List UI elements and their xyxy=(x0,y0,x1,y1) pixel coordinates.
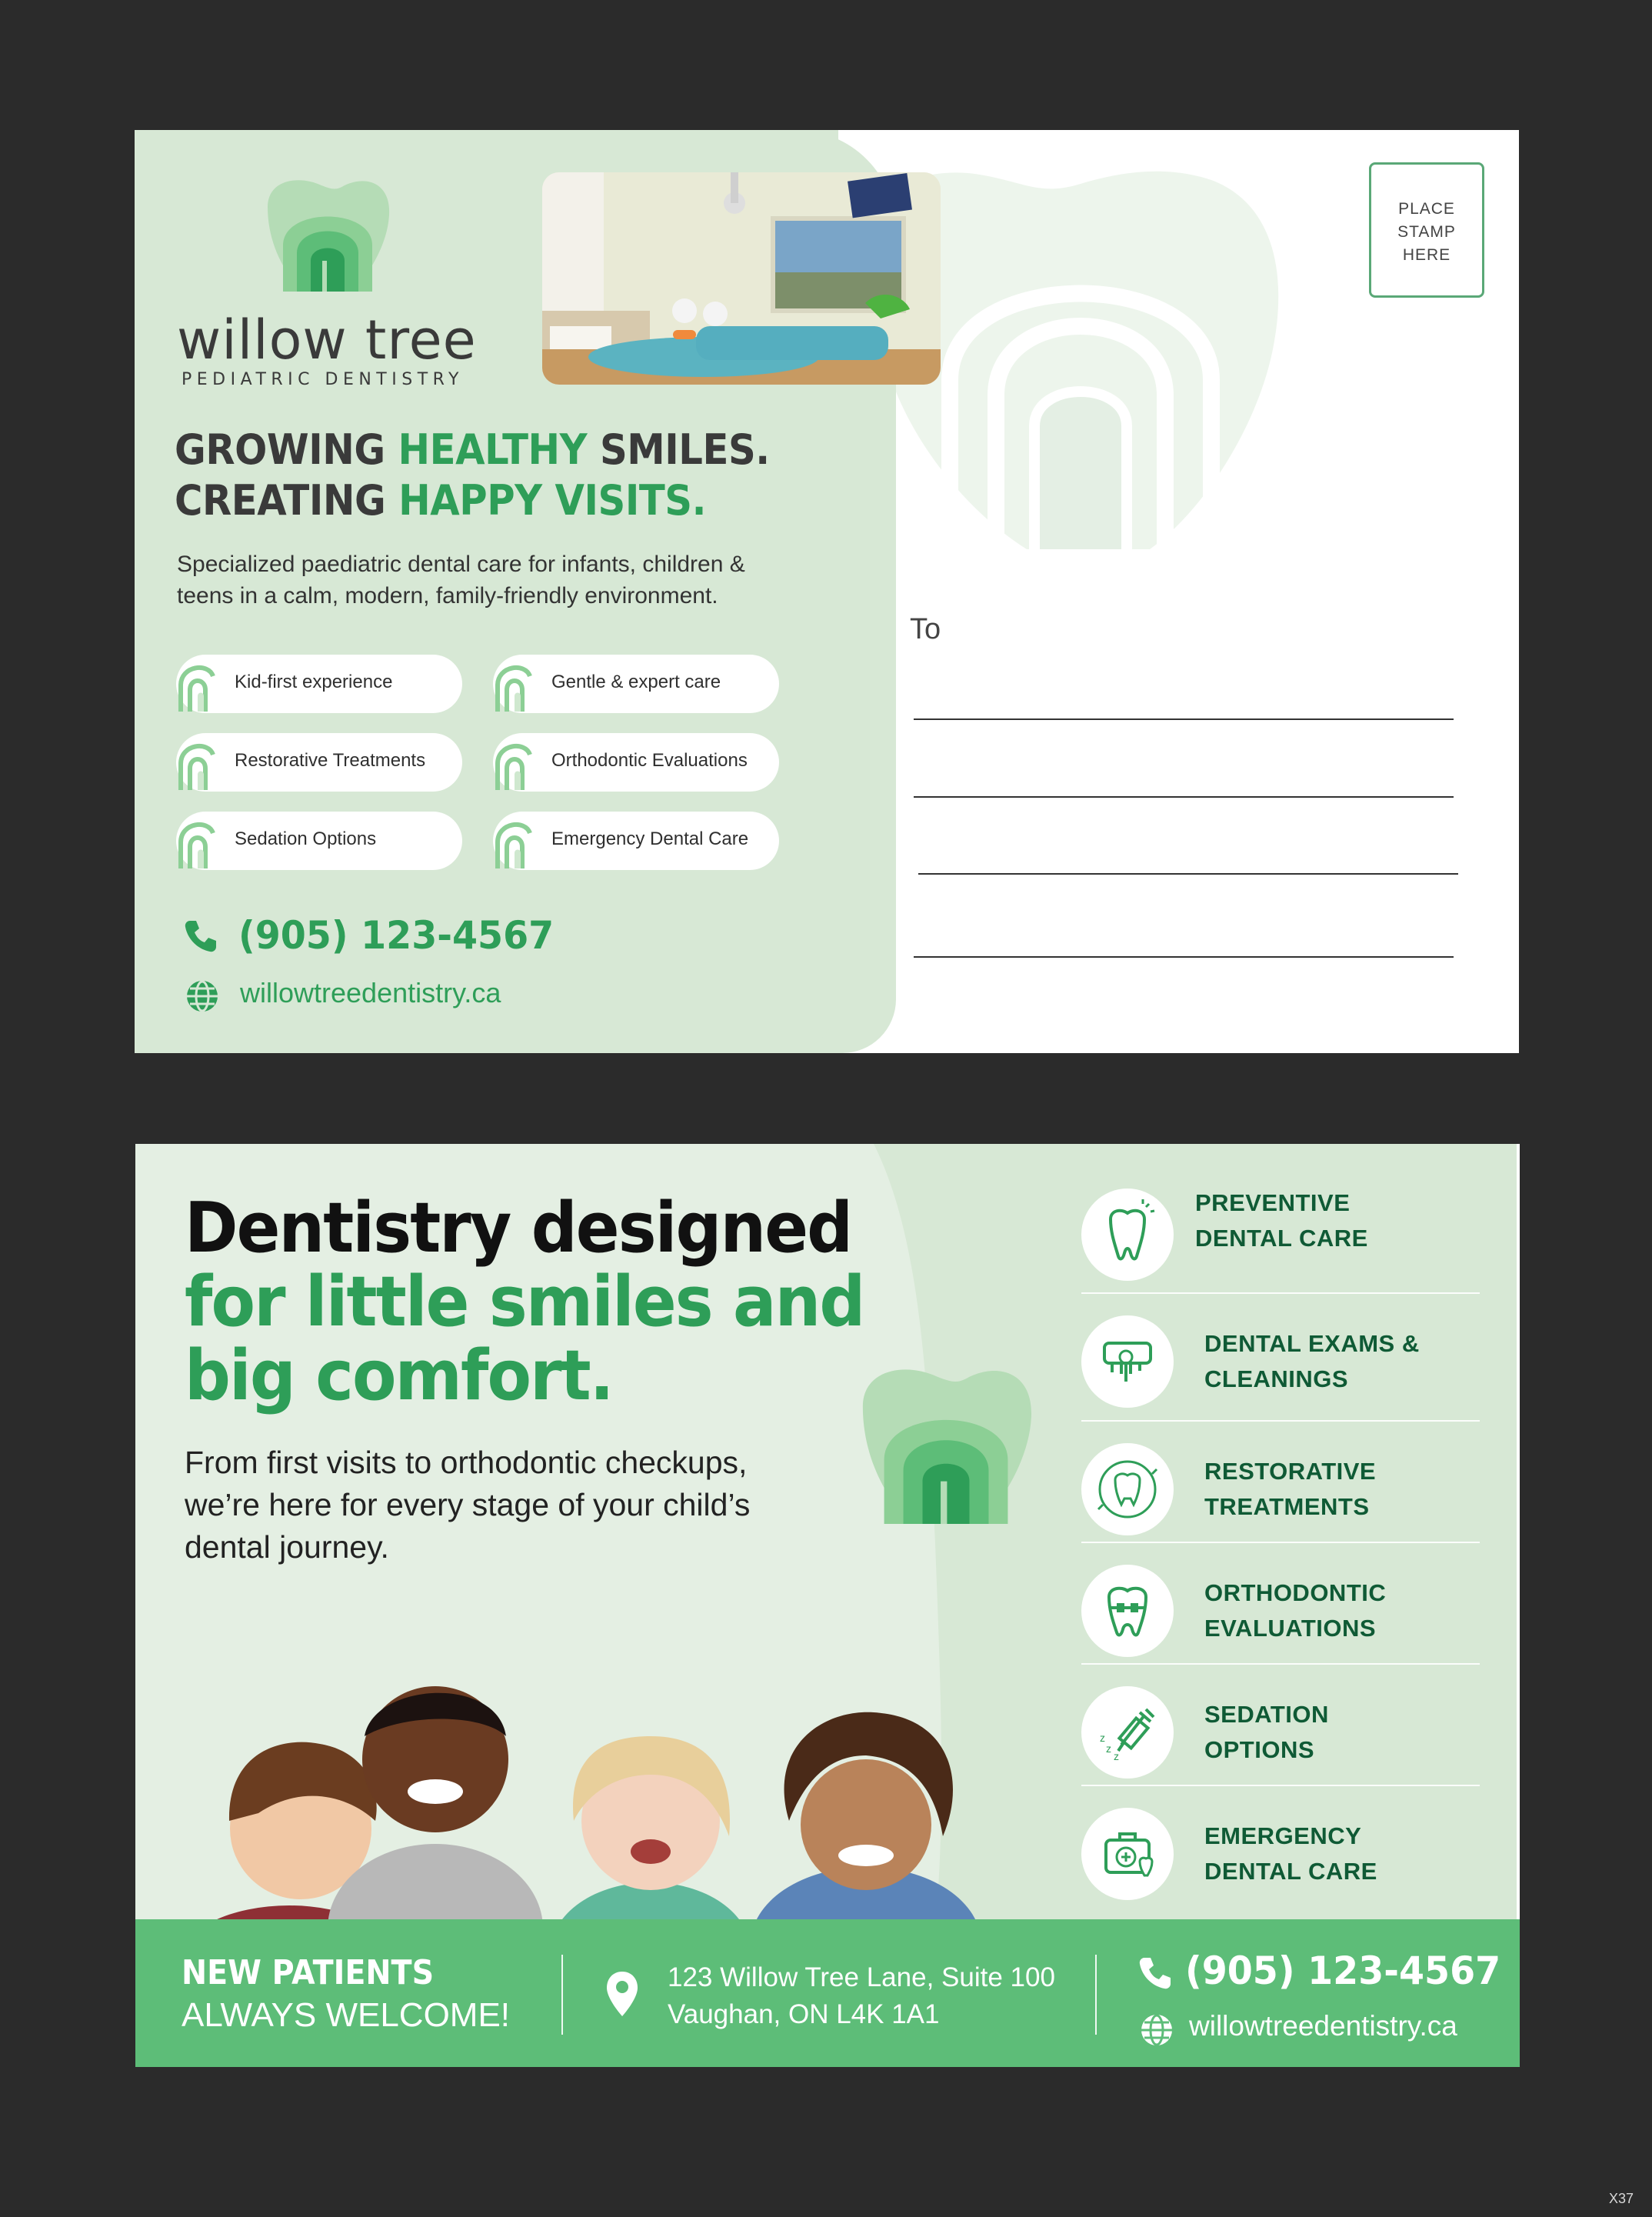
feature-pill xyxy=(176,655,462,713)
service-label: TREATMENTS xyxy=(1204,1493,1370,1520)
feature-pill xyxy=(493,733,779,792)
service-label: EVALUATIONS xyxy=(1204,1615,1377,1642)
service-label: RESTORATIVE xyxy=(1204,1458,1377,1485)
service-label: EMERGENCY xyxy=(1204,1822,1362,1849)
svg-text:z: z xyxy=(1106,1742,1111,1755)
clinic-address xyxy=(668,1959,1055,2033)
headline-text: GROWING xyxy=(175,425,398,474)
tooth-restore-icon xyxy=(1081,1443,1174,1535)
phone-number[interactable]: (905) 123-4567 xyxy=(238,913,555,958)
headline-line: big comfort. xyxy=(185,1335,613,1416)
globe-icon xyxy=(185,979,219,1013)
service-label: DENTAL EXAMS & xyxy=(1204,1330,1420,1357)
tooth-logo-icon xyxy=(852,1363,1040,1535)
website-link[interactable]: willowtreedentistry.ca xyxy=(240,977,501,1008)
stamp-label: STAMP xyxy=(1397,223,1456,241)
intro-line: dental journey. xyxy=(185,1529,389,1565)
stamp-label: PLACE xyxy=(1398,200,1455,218)
tooth-outline-icon xyxy=(175,736,228,790)
headline xyxy=(175,425,770,526)
feature-pill xyxy=(176,733,462,792)
feature-pill xyxy=(493,812,779,870)
service-item xyxy=(1081,1422,1481,1545)
stamp-box xyxy=(1369,162,1484,298)
syringe-sleep-icon xyxy=(1081,1686,1174,1779)
logo-wordmark: willow tree xyxy=(177,308,477,372)
feature-label: Emergency Dental Care xyxy=(551,828,749,849)
service-item xyxy=(1081,1665,1481,1788)
tooth-outline-icon xyxy=(491,736,545,790)
headline-highlight: HAPPY VISITS. xyxy=(398,476,707,525)
service-label: SEDATION xyxy=(1204,1701,1329,1728)
headline-line: for little smiles and xyxy=(185,1262,864,1342)
service-label: OPTIONS xyxy=(1204,1736,1315,1763)
tooth-outline-icon xyxy=(491,658,545,712)
tooth-outline-icon xyxy=(491,815,545,868)
service-label: DENTAL CARE xyxy=(1204,1858,1377,1885)
footer-divider xyxy=(1095,1955,1097,2035)
service-item xyxy=(1081,1167,1481,1290)
main-headline xyxy=(185,1188,864,1416)
feature-pill xyxy=(493,655,779,713)
tooth-outline-icon xyxy=(175,815,228,868)
location-pin-icon xyxy=(605,1970,640,2018)
service-item xyxy=(1081,1786,1481,1909)
phone-icon xyxy=(1137,1955,1174,1992)
footer-divider xyxy=(561,1955,563,2035)
headline-text: SMILES. xyxy=(587,425,770,474)
new-patients-label: NEW PATIENTS xyxy=(182,1953,435,1992)
service-label: CLEANINGS xyxy=(1204,1365,1349,1392)
intro-line: From first visits to orthodontic checkups, xyxy=(185,1445,748,1480)
svg-text:z: z xyxy=(1114,1750,1119,1762)
phone-icon xyxy=(182,918,219,955)
tooth-braces-icon xyxy=(1081,1565,1174,1657)
footer-bar xyxy=(135,1919,1520,2067)
service-item xyxy=(1081,1543,1481,1666)
address-line[interactable] xyxy=(914,796,1454,798)
intro-line: Specialized paediatric dental care for infants, children & xyxy=(177,552,745,577)
address-line[interactable] xyxy=(914,956,1454,958)
feature-label: Orthodontic Evaluations xyxy=(551,750,748,771)
feature-label: Sedation Options xyxy=(235,828,377,849)
headline-line: Dentistry designed xyxy=(185,1188,852,1269)
clinic-room-photo xyxy=(542,172,941,385)
address-line[interactable] xyxy=(918,873,1458,875)
address-line: 123 Willow Tree Lane, Suite 100 xyxy=(668,1962,1055,1992)
teeth-cleaning-icon xyxy=(1081,1315,1174,1408)
website-link[interactable]: willowtreedentistry.ca xyxy=(1189,2010,1457,2042)
postcard-back xyxy=(135,130,1519,1053)
service-label: ORTHODONTIC xyxy=(1204,1579,1387,1606)
address-line[interactable] xyxy=(914,718,1454,720)
globe-icon xyxy=(1140,2013,1174,2047)
service-label: PREVENTIVE xyxy=(1195,1189,1351,1216)
stamp-label: HERE xyxy=(1402,246,1451,264)
feature-label: Restorative Treatments xyxy=(235,750,426,771)
to-label: To xyxy=(910,613,941,645)
feature-label: Gentle & expert care xyxy=(551,672,721,692)
intro-text xyxy=(177,548,792,612)
svg-text:z: z xyxy=(1100,1732,1105,1744)
intro-line: teens in a calm, modern, family-friendly environment. xyxy=(177,583,718,608)
phone-number[interactable]: (905) 123-4567 xyxy=(1185,1949,1501,1993)
postcard-front xyxy=(135,1144,1520,2067)
first-aid-kit-icon xyxy=(1081,1808,1174,1900)
tooth-outline-icon xyxy=(175,658,228,712)
address-line: Vaughan, ON L4K 1A1 xyxy=(668,1999,940,2029)
logo-subtitle: PEDIATRIC DENTISTRY xyxy=(182,370,464,389)
brand-logo xyxy=(177,176,485,389)
service-label: DENTAL CARE xyxy=(1195,1225,1368,1252)
intro-text xyxy=(185,1442,815,1569)
always-welcome-label: ALWAYS WELCOME! xyxy=(182,1996,511,2034)
tooth-logo-icon xyxy=(260,176,395,299)
corner-code: X37 xyxy=(1609,2191,1634,2206)
headline-highlight: HEALTHY xyxy=(398,425,588,474)
feature-label: Kid-first experience xyxy=(235,672,393,692)
service-item xyxy=(1081,1294,1481,1417)
intro-line: we’re here for every stage of your child’s xyxy=(185,1487,751,1522)
feature-pill xyxy=(176,812,462,870)
tooth-sparkle-icon xyxy=(1081,1189,1174,1281)
headline-text: CREATING xyxy=(175,476,399,525)
